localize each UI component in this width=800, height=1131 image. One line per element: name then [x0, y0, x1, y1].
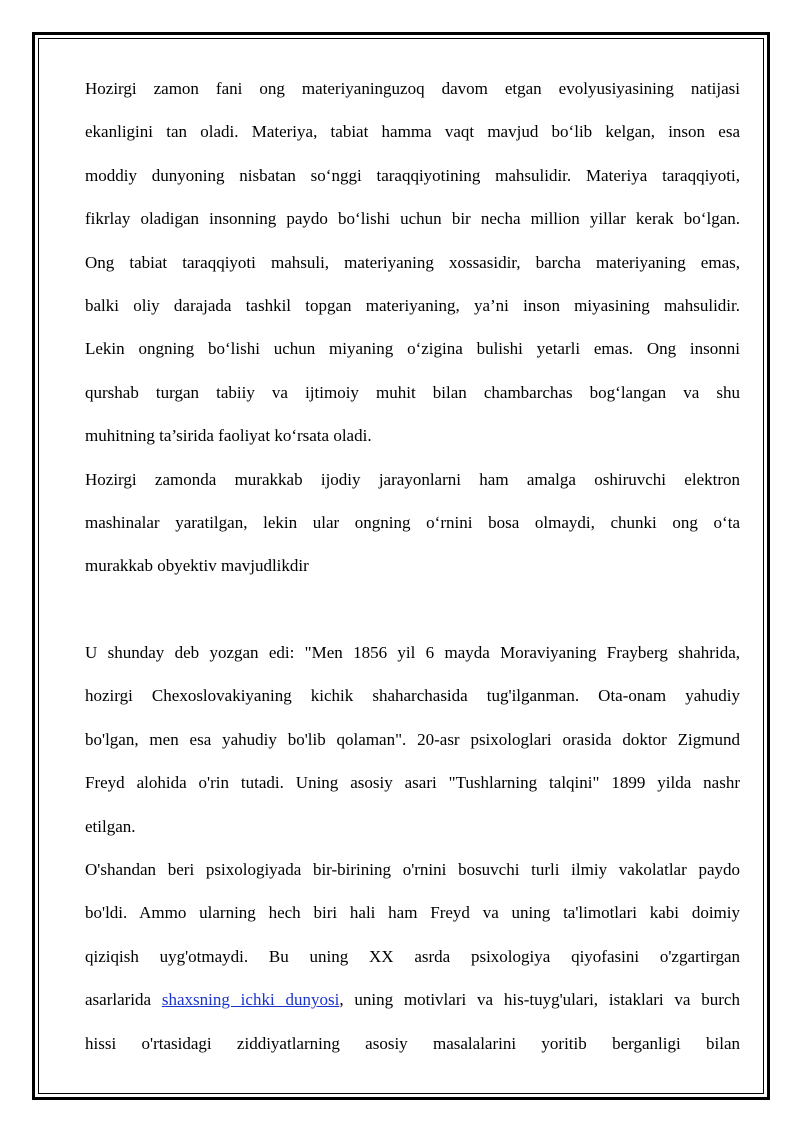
text-line: murakkab obyektiv mavjudlikdir — [85, 556, 309, 576]
text-line: Hozirgi zamon fani ong materiyaninguzoq davom etgan evolyusiyasining natijasi — [85, 79, 740, 98]
paragraph-machines — [85, 458, 740, 588]
paragraph-freud-quote — [85, 631, 740, 848]
text-line: bo'ldi. Ammo ularning hech biri hali ham Freyd va uning ta'limotlari kabi doimiy — [85, 903, 740, 923]
paragraph-consciousness — [85, 67, 740, 458]
text-line: U shunday deb yozgan edi: "Men 1856 yil 6 mayda Moraviyaning Frayberg shahrida, — [85, 643, 740, 663]
text-line: balki oliy darajada tashkil topgan materiyaning, ya’ni inson miyasining mahsulidir. — [85, 295, 740, 315]
blank-line — [85, 588, 740, 631]
text-line: qurshab turgan tabiiy va ijtimoiy muhit bilan chambarchas bog‘langan va shu — [85, 382, 740, 402]
text-line: O'shandan beri psixologiyada bir-birining o'rnini bosuvchi turli ilmiy vakolatlar paydo — [85, 860, 740, 880]
text-line: hozirgi Chexoslovakiyaning kichik shaharchasida tug'ilganman. Ota-onam yahudiy — [85, 686, 740, 706]
text-line: Freyd alohida o'rin tutadi. Uning asosiy asari "Tushlarning talqini" 1899 yilda nashr — [85, 773, 740, 793]
text-line: mashinalar yaratilgan, lekin ular ongning o‘rnini bosa olmaydi, chunki ong o‘ta — [85, 512, 740, 532]
paragraph-psychology — [85, 848, 740, 1065]
text-line: muhitning ta’sirida faoliyat ko‘rsata oladi. — [85, 426, 372, 446]
inner-world-link[interactable]: shaxsning ichki dunyosi — [161, 990, 340, 1010]
text-line: bo'lgan, men esa yahudiy bo'lib qolaman". 20-asr psixologlari orasida doktor Zigmund — [85, 729, 740, 749]
text-line: hissi o'rtasidagi ziddiyatlarning asosiy masalalarini yoritib berganligi bilan — [85, 1033, 740, 1053]
text-line: moddiy dunyoning nisbatan so‘nggi taraqqiyotining mahsulidir. Materiya taraqqiyoti, — [85, 165, 740, 185]
text-before-link: asarlarida — [85, 990, 162, 1010]
text-after-link: , uning motivlari va his-tuyg'ulari, istaklari va burch — [339, 990, 740, 1010]
document-body — [85, 67, 740, 1065]
text-line: qiziqish uyg'otmaydi. Bu uning XX asrda psixologiya qiyofasini o'zgartirgan — [85, 946, 740, 966]
text-line-with-link — [85, 978, 740, 1021]
text-line: etilgan. — [85, 816, 136, 836]
text-line: Ong tabiat taraqqiyoti mahsuli, materiyaning xossasidir, barcha materiyaning emas, — [85, 252, 740, 272]
text-line: ekanligini tan oladi. Materiya, tabiat hamma vaqt mavjud bo‘lib kelgan, inson esa — [85, 122, 740, 142]
text-line: fikrlay oladigan insonning paydo bo‘lishi uchun bir necha million yillar kerak bo‘lgan. — [85, 209, 740, 229]
text-line: Hozirgi zamonda murakkab ijodiy jarayonlarni ham amalga oshiruvchi elektron — [85, 469, 740, 489]
text-line: Lekin ongning bo‘lishi uchun miyaning o‘zigina bulishi yetarli emas. Ong insonni — [85, 339, 740, 359]
